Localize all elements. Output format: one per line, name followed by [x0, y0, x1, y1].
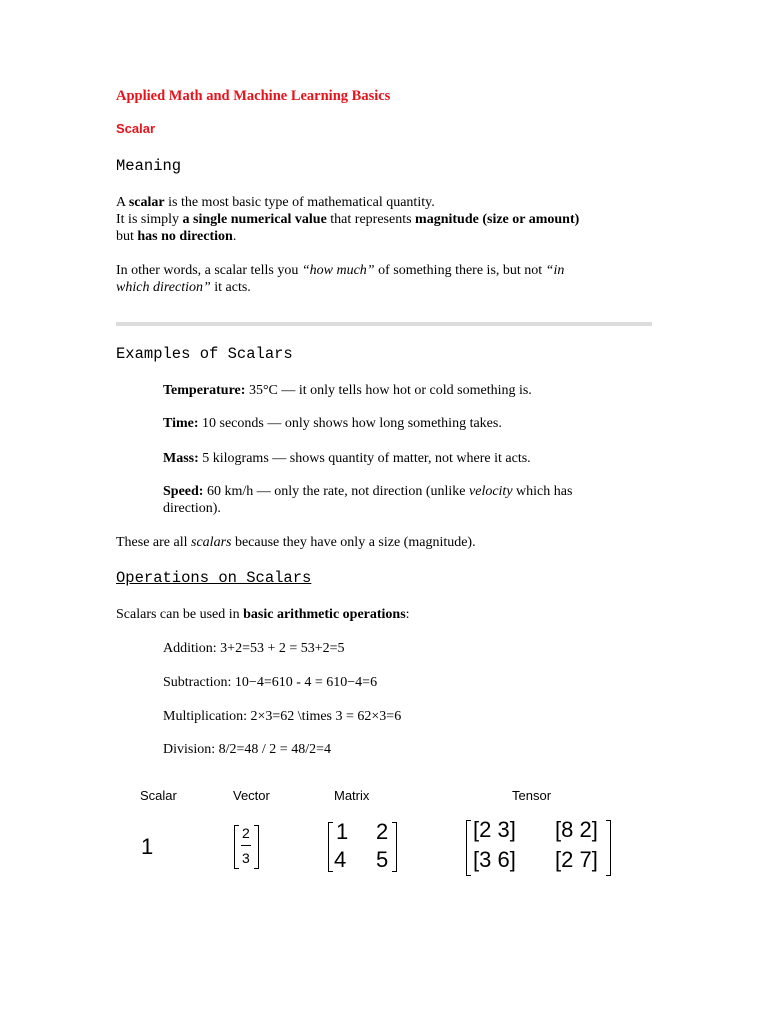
text-span: These are all — [116, 535, 192, 550]
tensor-entry: [8 2] — [555, 817, 598, 842]
tensor-right-bracket — [606, 820, 611, 876]
document-title: Applied Math and Machine Learning Basics — [116, 88, 391, 104]
example-item-speed-cont: direction). — [163, 501, 221, 516]
text-span: because they have only a size (magnitude). — [231, 535, 476, 550]
text-span: It is simply — [116, 212, 183, 227]
matrix-entry: 4 — [334, 847, 347, 872]
text-span: A — [116, 195, 129, 210]
example-item-speed — [163, 483, 572, 500]
figure-header-matrix: Matrix — [334, 788, 370, 803]
vector-left-bracket — [234, 825, 239, 869]
matrix-entry: 2 — [376, 819, 389, 844]
text-span: of something there is, but not — [374, 263, 546, 278]
example-label: Temperature: — [163, 383, 246, 398]
section-label: Scalar — [116, 121, 156, 136]
bold-term: scalar — [128, 195, 165, 210]
italic-term: velocity — [469, 484, 513, 499]
meaning-line-3 — [116, 228, 236, 245]
example-text: 35°C — it only tells how hot or cold something is. — [245, 383, 532, 398]
text-span: it acts. — [210, 280, 251, 295]
text-span: In other words, a scalar tells you — [116, 263, 302, 278]
example-item-mass — [163, 450, 531, 467]
text-span: that represents — [326, 212, 416, 227]
example-text: 60 km/h — only the rate, not direction (unlike — [203, 484, 470, 499]
text-span: but — [116, 229, 138, 244]
figure-header-tensor: Tensor — [512, 788, 552, 803]
example-label: Mass: — [163, 451, 199, 466]
meaning-line-4 — [116, 262, 564, 279]
examples-summary — [116, 534, 476, 551]
operation-multiplication: Multiplication: 2×3=62 \times 3 = 62×3=6 — [163, 709, 402, 724]
operations-intro — [116, 606, 410, 623]
vector-entry: 2 — [242, 825, 250, 841]
bold-term: a single numerical value — [182, 212, 327, 227]
tensor-left-bracket — [466, 820, 471, 876]
bold-term: basic arithmetic operations — [243, 607, 406, 622]
text-span: Scalars can be used in — [116, 607, 244, 622]
matrix-left-bracket — [328, 822, 333, 872]
italic-term: which direction” — [116, 280, 211, 295]
italic-term: scalars — [191, 535, 232, 550]
example-text: 5 kilograms — shows quantity of matter, not where it acts. — [198, 451, 531, 466]
example-item-temperature — [163, 382, 532, 399]
figure-header-scalar: Scalar — [140, 788, 177, 803]
horizontal-divider — [116, 322, 652, 326]
vector-entry: 3 — [242, 850, 250, 866]
text-span: : — [405, 607, 410, 622]
operation-division: Division: 8/2=48 / 2 = 48/2=4 — [163, 742, 331, 757]
meaning-line-1 — [116, 194, 435, 211]
text-span: is the most basic type of mathematical quantity. — [164, 195, 435, 210]
bold-term: has no direction — [137, 229, 233, 244]
matrix-right-bracket — [392, 822, 397, 872]
example-item-time — [163, 415, 502, 432]
tensor-entry: [3 6] — [473, 847, 516, 872]
example-label: Speed: — [163, 484, 204, 499]
meaning-heading: Meaning — [116, 157, 182, 175]
meaning-line-5 — [116, 279, 251, 296]
tensor-entry: [2 7] — [555, 847, 598, 872]
example-label: Time: — [163, 416, 199, 431]
examples-heading: Examples of Scalars — [116, 345, 293, 363]
matrix-entry: 1 — [336, 819, 349, 844]
figure-scalar-value: 1 — [141, 834, 154, 859]
example-text: 10 seconds — only shows how long something takes. — [198, 416, 502, 431]
meaning-line-2 — [116, 211, 579, 228]
matrix-entry: 5 — [376, 847, 389, 872]
bold-term: magnitude (size or amount) — [415, 212, 580, 227]
vector-right-bracket — [254, 825, 259, 869]
operation-subtraction: Subtraction: 10−4=610 - 4 = 610−4=6 — [163, 675, 378, 690]
operations-heading: Operations on Scalars — [116, 569, 312, 587]
operation-addition: Addition: 3+2=53 + 2 = 53+2=5 — [163, 641, 345, 656]
example-text: which has — [512, 484, 573, 499]
italic-term: “in — [545, 263, 565, 278]
italic-term: “how much” — [301, 263, 375, 278]
tensor-entry: [2 3] — [473, 817, 516, 842]
vector-separator — [241, 845, 251, 846]
figure-header-vector: Vector — [233, 788, 270, 803]
text-span: . — [232, 229, 237, 244]
